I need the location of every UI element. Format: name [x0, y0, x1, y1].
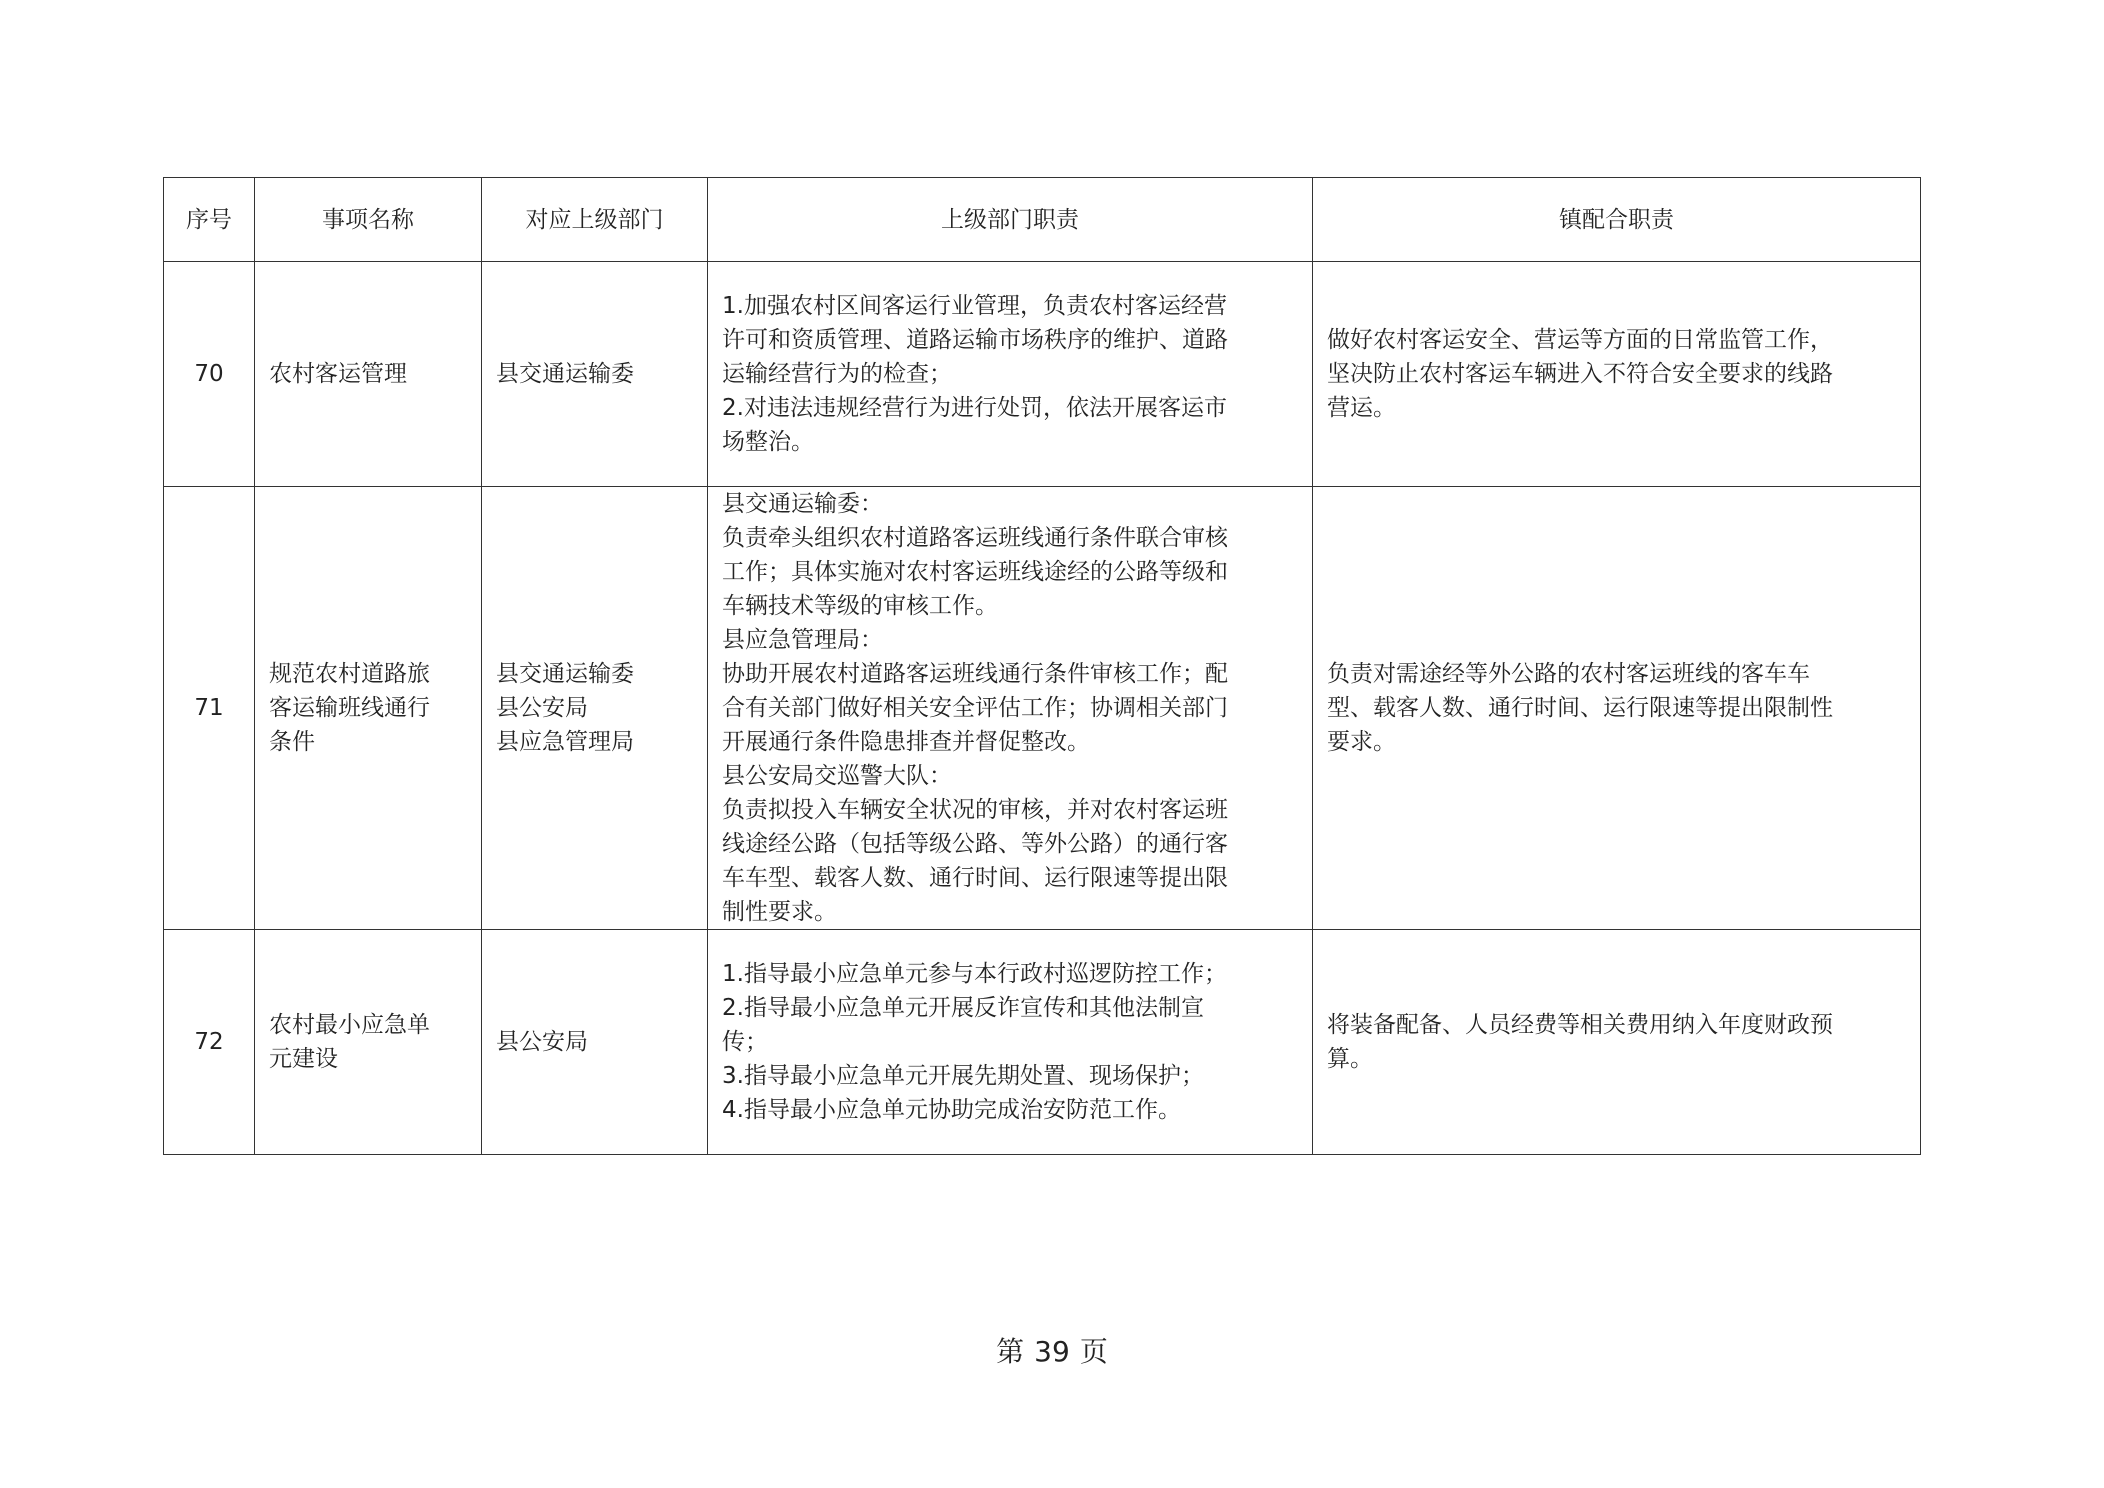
- text-line: 条件: [269, 729, 315, 755]
- text-line: 县应急管理局: [496, 729, 634, 755]
- text-line: 农村最小应急单: [269, 1012, 430, 1038]
- text-line: 算。: [1327, 1046, 1373, 1072]
- text-line: 农村客运管理: [269, 361, 407, 387]
- text-line: 工作；具体实施对农村客运班线途经的公路等级和: [722, 559, 1228, 585]
- text-line: 坚决防止农村客运车辆进入不符合安全要求的线路: [1327, 361, 1833, 387]
- row-superior-department: [482, 930, 708, 1155]
- text-line: 车车型、载客人数、通行时间、运行限速等提出限: [722, 865, 1228, 891]
- header-town-duties: 镇配合职责: [1313, 178, 1921, 262]
- page-footer: [0, 1332, 2104, 1372]
- text-line: 协助开展农村道路客运班线通行条件审核工作；配: [722, 661, 1228, 687]
- header-serial-number: 序号: [164, 178, 255, 262]
- text-line: 1.加强农村区间客运行业管理，负责农村客运经营: [722, 293, 1227, 319]
- text-line: 元建设: [269, 1046, 338, 1072]
- row-town-duties: [1313, 930, 1921, 1155]
- row-superior-duties: [708, 487, 1313, 930]
- text-line: 县交通运输委：: [722, 491, 883, 517]
- row-superior-duties: [708, 930, 1313, 1155]
- row-superior-department: [482, 487, 708, 930]
- text-line: 负责对需途经等外公路的农村客运班线的客车车: [1327, 661, 1810, 687]
- text-line: 运输经营行为的检查；: [722, 361, 952, 387]
- header-superior-duties: 上级部门职责: [708, 178, 1313, 262]
- row-item-name: [255, 262, 482, 487]
- text-line: 制性要求。: [722, 899, 837, 925]
- text-line: 许可和资质管理、道路运输市场秩序的维护、道路: [722, 327, 1228, 353]
- header-item-name: 事项名称: [255, 178, 482, 262]
- text-line: 型、载客人数、通行时间、运行限速等提出限制性: [1327, 695, 1833, 721]
- text-line: 3.指导最小应急单元开展先期处置、现场保护；: [722, 1063, 1204, 1089]
- row-item-name: [255, 930, 482, 1155]
- text-line: 县公安局交巡警大队：: [722, 763, 952, 789]
- table-row: [164, 487, 1921, 930]
- table-row: [164, 930, 1921, 1155]
- text-line: 1.指导最小应急单元参与本行政村巡逻防控工作；: [722, 961, 1227, 987]
- text-line: 县交通运输委: [496, 361, 634, 387]
- text-line: 县公安局: [496, 695, 588, 721]
- row-serial-number: 71: [164, 487, 255, 930]
- text-line: 负责拟投入车辆安全状况的审核，并对农村客运班: [722, 797, 1228, 823]
- header-superior-department: 对应上级部门: [482, 178, 708, 262]
- row-serial-number: 70: [164, 262, 255, 487]
- table-header-row: [164, 178, 1921, 262]
- row-superior-department: [482, 262, 708, 487]
- row-serial-number: 72: [164, 930, 255, 1155]
- table-row: [164, 262, 1921, 487]
- text-line: 县应急管理局：: [722, 627, 883, 653]
- text-line: 2.指导最小应急单元开展反诈宣传和其他法制宣: [722, 995, 1204, 1021]
- text-line: 4.指导最小应急单元协助完成治安防范工作。: [722, 1097, 1181, 1123]
- text-line: 将装备配备、人员经费等相关费用纳入年度财政预: [1327, 1012, 1833, 1038]
- text-line: 客运输班线通行: [269, 695, 430, 721]
- row-superior-duties: [708, 262, 1313, 487]
- responsibility-table: [163, 177, 1921, 1155]
- text-line: 车辆技术等级的审核工作。: [722, 593, 998, 619]
- text-line: 营运。: [1327, 395, 1396, 421]
- text-line: 传；: [722, 1029, 768, 1055]
- row-item-name: [255, 487, 482, 930]
- text-line: 线途经公路（包括等级公路、等外公路）的通行客: [722, 831, 1228, 857]
- text-line: 负责牵头组织农村道路客运班线通行条件联合审核: [722, 525, 1228, 551]
- text-line: 合有关部门做好相关安全评估工作；协调相关部门: [722, 695, 1228, 721]
- text-line: 要求。: [1327, 729, 1396, 755]
- page-number: 39: [1034, 1335, 1070, 1368]
- text-line: 开展通行条件隐患排查并督促整改。: [722, 729, 1090, 755]
- row-town-duties: [1313, 487, 1921, 930]
- text-line: 场整治。: [722, 429, 814, 455]
- text-line: 2.对违法违规经营行为进行处罚，依法开展客运市: [722, 395, 1227, 421]
- text-line: 规范农村道路旅: [269, 661, 430, 687]
- page-number-prefix: 第: [996, 1335, 1025, 1368]
- page-number-suffix: 页: [1079, 1335, 1108, 1368]
- text-line: 县交通运输委: [496, 661, 634, 687]
- text-line: 做好农村客运安全、营运等方面的日常监管工作，: [1327, 327, 1833, 353]
- text-line: 县公安局: [496, 1029, 588, 1055]
- row-town-duties: [1313, 262, 1921, 487]
